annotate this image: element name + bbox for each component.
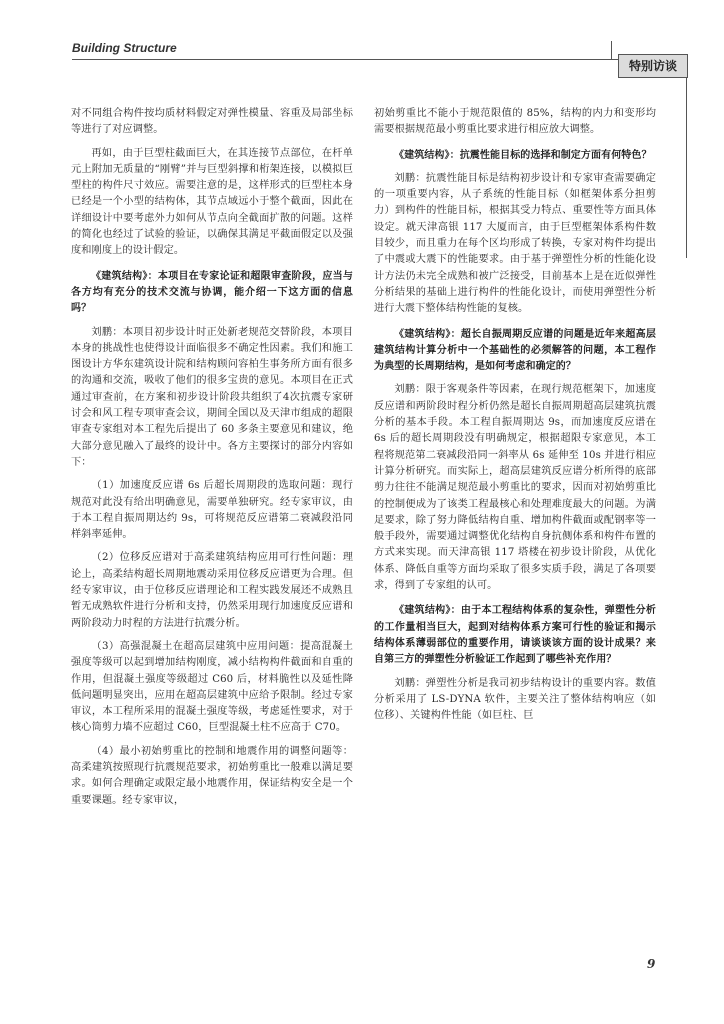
section-tab: 特别访谈 bbox=[618, 54, 688, 78]
paragraph: 刘鹏：弹塑性分析是我司初步结构设计的重要内容。数值分析采用了 LS-DYNA 软件，主要关注了整体结构响应（如位移）、关键构件性能（如巨柱、巨 bbox=[374, 677, 656, 722]
journal-name: Building Structure bbox=[72, 41, 177, 55]
page-number: 9 bbox=[647, 957, 656, 971]
paragraph: 刘鹏：限于客观条件等因素，在现行规范框架下，加速度反应谱和两阶段时程分析仍然是超长自振周期超高层建筑抗震分析的基本手段。本工程自振周期达 9s，而加速度反应谱在 6s 后的超长周期段没有明确规定，根据超限专家意见，本工程将规范第二衰减段沿同一斜率从 6s 延伸至 10s 并进行相应计算分析研究。而实际上，超高层建筑反应谱分析所得的底部剪力往往不能满足规范最小剪重比的要求，因而对初始剪重比的控制便成为了该类工程最核心和处理难度最大的问题。为满足要求，除了努力降低结构自重、增加构件截面或配钢率等一般手段外，需要通过调整优化结构自身抗侧体系和构件布置的方式来实现。而天津高银 117 塔楼在初步设计阶段，从优化体系、降低自重等方面均采取了很多实质手段，满足了各项要求，得到了专家组的认可。 bbox=[374, 384, 656, 592]
paragraph: 再如，由于巨型柱截面巨大，在其连接节点部位，在杆单元上附加无质量的“刚臂”并与巨型斜撑和桁架连接，以模拟巨型柱的构件尺寸效应。需要注意的是，这样形式的巨型柱本身已经是一个小型的结构体，其节点域远小于整个截面，因此在详细设计中要考虑外力如何从节点向全截面扩散的问题。这样的简化也经过了试验的验证，以确保其满足平截面假定以及强度和刚度上的设计假定。 bbox=[71, 147, 353, 257]
left-column bbox=[71, 106, 353, 816]
interview-question: 《建筑结构》：抗震性能目标的选择和制定方面有何特色？ bbox=[394, 149, 652, 161]
paragraph: 对不同组合构件按均质材料假定对弹性模量、容重及局部坐标等进行了对应调整。 bbox=[71, 108, 353, 136]
paragraph: （1）加速度反应谱 6s 后超长周期段的选取问题：现行规范对此没有给出明确意见，需要单独研究。经专家审议，由于本工程自振周期达约 9s，可将规范反应谱第二衰减段沿同样斜率延伸。 bbox=[71, 480, 353, 541]
interview-question: 《建筑结构》：本项目在专家论证和超限审查阶段，应当与各方均有充分的技术交流与协调，能介绍一下这方面的信息吗？ bbox=[71, 270, 353, 315]
interview-question: 《建筑结构》：超长自振周期反应谱的问题是近年来超高层建筑结构计算分析中一个基础性的必须解答的问题，本工程作为典型的长周期结构，是如何考虑和确定的？ bbox=[374, 328, 656, 373]
header-rule bbox=[72, 59, 656, 60]
page-edge-rule bbox=[686, 78, 687, 258]
paragraph: （4）最小初始剪重比的控制和地震作用的调整问题等：高柔建筑按照现行抗震规范要求，初始剪重比一般难以满足要求。如何合理确定或限定最小地震作用，保证结构安全是一个重要课题。经专家审议， bbox=[71, 745, 353, 806]
paragraph: 刘鹏：本项目初步设计时正处新老规范交替阶段，本项目本身的挑战性也使得设计面临很多不确定性因素。我们和施工图设计方华东建筑设计院和结构顾问容柏生事务所方面有很多的沟通和交流，吸收了他们的很多宝贵的意见。本项目在正式通过审查前，在方案和初步设计阶段共组织了4次抗震专家研讨会和风工程专项审查会议，期间全国以及天津市组成的超限审查专家组对本工程先后提出了 60 多条主要意见和建议，绝大部分意见融入了最终的设计中。各方主要探讨的部分内容如下： bbox=[71, 326, 353, 468]
paragraph: （3）高强混凝土在超高层建筑中应用问题：提高混凝土强度等级可以起到增加结构刚度，减小结构构件截面和自重的作用，但混凝土强度等级超过 C60 后，材料脆性以及延性降低问题明显突出，应用在超高层建筑中应给予限制。经过专家审议，本工程所采用的混凝土强度等级，考虑延性要求，对于核心筒剪力墙不应超过 C60，巨型混凝土柱不应高于 C70。 bbox=[71, 640, 353, 734]
paragraph: 初始剪重比不能小于规范限值的 85%，结构的内力和变形均需要根据规范最小剪重比要求进行相应放大调整。 bbox=[374, 108, 656, 136]
header-divider bbox=[611, 41, 612, 60]
paragraph: 刘鹏：抗震性能目标是结构初步设计和专家审查需要确定的一项重要内容，从子系统的性能目标（如框架体系分担剪力）到构件的性能目标，根据其受力特点、重要性等方面具体设定。就天津高银 117 大厦而言，由于巨型框架体系构件数目较少，而且重力在每个区均形成了转换，专家对构件均提出了中震或大震下的性能要求。由于基于弹塑性分析的性能化设计方法仍未完全成熟和被广泛接受，目前基本上是在近似弹性分析结果的基础上进行构件的性能化设计，而使用弹塑性分析进行大震下整体结构性能的复核。 bbox=[374, 172, 656, 315]
interview-question: 《建筑结构》：由于本工程结构体系的复杂性，弹塑性分析的工作量相当巨大，起到对结构体系方案可行性的验证和揭示结构体系薄弱部位的重要作用，请谈谈该方面的设计成果？来自第三方的弹塑性分析验证工作起到了哪些补充作用？ bbox=[374, 605, 656, 666]
right-column bbox=[374, 106, 656, 731]
paragraph: （2）位移反应谱对于高柔建筑结构应用可行性问题：理论上，高柔结构超长周期地震动采用位移反应谱更为合理。但经专家审议，由于位移反应谱理论和工程实践发展还不成熟且暂无成熟软件进行分析和支持，仍然采用现行加速度反应谱和两阶段动力时程的方法进行抗震分析。 bbox=[71, 552, 353, 629]
